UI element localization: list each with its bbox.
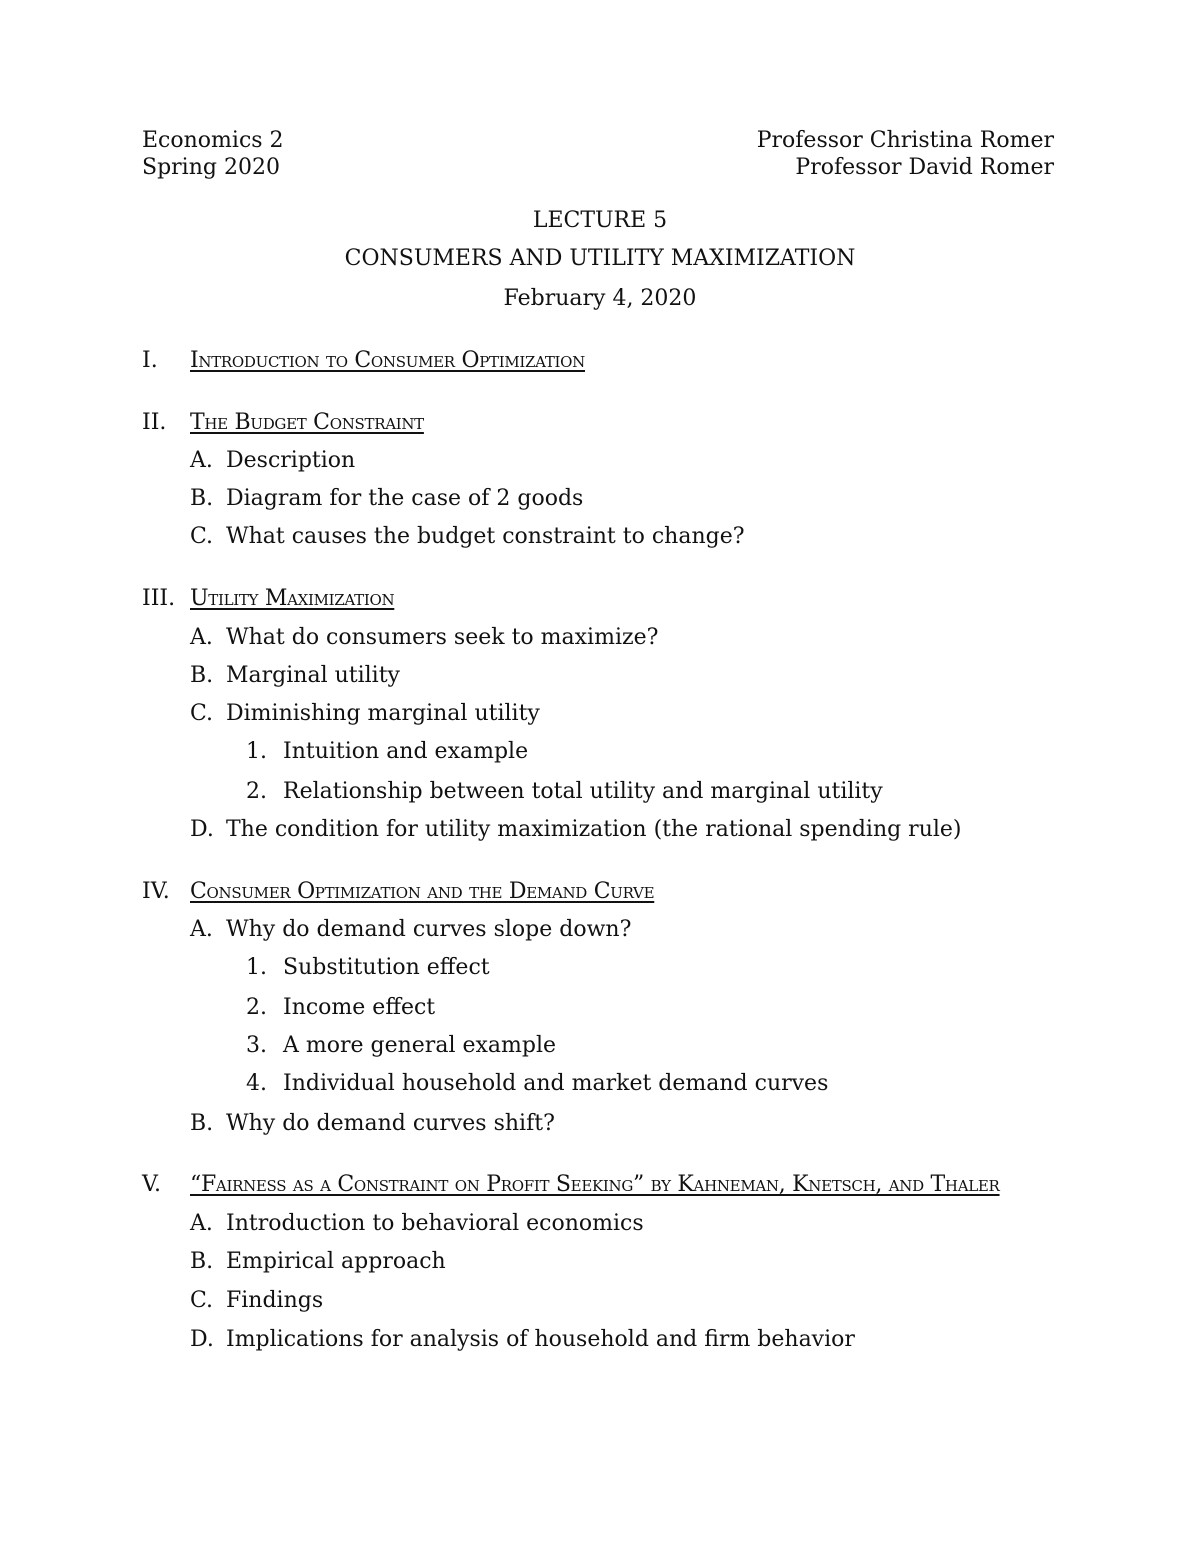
outline-subitem [246, 997, 435, 1019]
outline-subitem [246, 741, 528, 763]
item-text: Empirical approach [226, 1249, 446, 1274]
subitem-label: 4. [246, 1071, 267, 1096]
outline-item [190, 1213, 644, 1235]
item-label: A. [190, 917, 213, 942]
item-label: D. [190, 817, 214, 842]
outline-item [190, 627, 658, 649]
outline-item [190, 450, 355, 472]
section-title: Introduction to Consumer Optimization [190, 348, 585, 373]
item-label: B. [190, 1249, 214, 1274]
term: Spring 2020 [142, 155, 280, 180]
subitem-label: 2. [246, 779, 267, 804]
section-title: Utility Maximization [190, 586, 395, 611]
item-label: A. [190, 1211, 213, 1236]
subitem-label: 3. [246, 1033, 267, 1058]
outline-item [190, 1329, 855, 1351]
outline-item [190, 1113, 555, 1135]
item-text: What do consumers seek to maximize? [226, 625, 659, 650]
item-text: Introduction to behavioral economics [226, 1211, 644, 1236]
section-number: IV. [142, 879, 170, 904]
item-label: A. [190, 625, 213, 650]
section-number: I. [142, 348, 158, 373]
item-label: A. [190, 448, 213, 473]
item-text: Implications for analysis of household and firm behavior [226, 1327, 855, 1352]
outline-subitem [246, 781, 883, 803]
section-heading [142, 881, 654, 903]
outline-item [190, 703, 540, 725]
subitem-text: Intuition and example [283, 739, 529, 764]
outline-item [190, 1251, 446, 1273]
section-heading [142, 1174, 1000, 1196]
outline-item [190, 819, 962, 841]
item-text: Why do demand curves shift? [226, 1111, 555, 1136]
section-number: II. [142, 410, 167, 435]
item-text: Diminishing marginal utility [226, 701, 540, 726]
section-number: III. [142, 586, 176, 611]
subitem-label: 1. [246, 739, 267, 764]
item-text: Diagram for the case of 2 goods [226, 486, 584, 511]
item-text: Marginal utility [226, 663, 400, 688]
outline-item [190, 665, 400, 687]
section-title: “Fairness as a Constraint on Profit Seeking” by Kahneman, Knetsch, and Thaler [190, 1172, 1000, 1197]
subitem-label: 1. [246, 955, 267, 980]
outline-subitem [246, 1073, 828, 1095]
item-label: B. [190, 1111, 214, 1136]
subitem-text: Relationship between total utility and marginal utility [283, 779, 883, 804]
item-label: B. [190, 486, 214, 511]
item-text: Description [226, 448, 356, 473]
lecture-number: LECTURE 5 [532, 208, 668, 233]
lecture-title: CONSUMERS AND UTILITY MAXIMIZATION [344, 246, 856, 271]
outline-subitem [246, 1035, 556, 1057]
professor-2: Professor David Romer [795, 155, 1054, 180]
subitem-label: 2. [246, 995, 267, 1020]
subitem-text: A more general example [283, 1033, 557, 1058]
item-text: Why do demand curves slope down? [226, 917, 632, 942]
subitem-text: Income effect [283, 995, 436, 1020]
outline-item [190, 488, 583, 510]
outline-item [190, 526, 745, 548]
outline-subitem [246, 957, 490, 979]
item-label: C. [190, 1288, 214, 1313]
section-number: V. [142, 1172, 162, 1197]
item-label: C. [190, 701, 214, 726]
subitem-text: Individual household and market demand curves [283, 1071, 829, 1096]
item-text: The condition for utility maximization (the rational spending rule) [226, 817, 962, 842]
section-title: The Budget Constraint [190, 410, 424, 435]
lecture-date: February 4, 2020 [503, 286, 697, 311]
professor-1: Professor Christina Romer [756, 128, 1054, 153]
outline-item [190, 919, 631, 941]
item-label: D. [190, 1327, 214, 1352]
section-heading [142, 412, 424, 434]
section-heading [142, 350, 585, 372]
item-label: C. [190, 524, 214, 549]
course-name: Economics 2 [142, 128, 284, 153]
item-label: B. [190, 663, 214, 688]
subitem-text: Substitution effect [283, 955, 490, 980]
section-heading [142, 588, 394, 610]
outline-item [190, 1290, 323, 1312]
section-title: Consumer Optimization and the Demand Curve [190, 879, 655, 904]
item-text: Findings [226, 1288, 324, 1313]
item-text: What causes the budget constraint to change? [226, 524, 745, 549]
